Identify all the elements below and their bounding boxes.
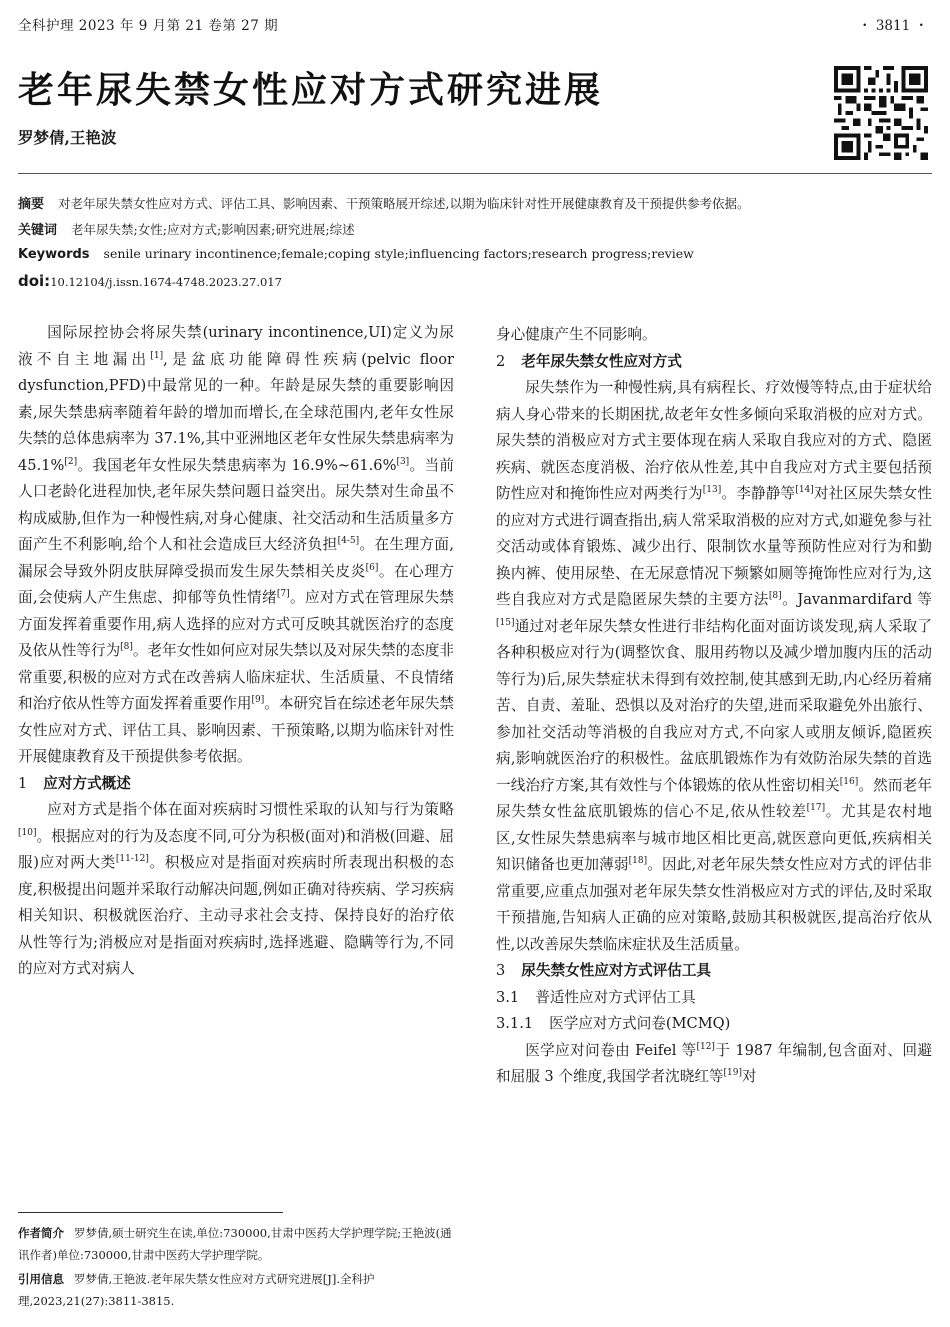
citation-ref: [16] xyxy=(839,776,859,787)
text-run: 。在生理方面,漏尿会导致外阴皮肤屏障受损而发生尿失禁相关皮炎 xyxy=(18,536,454,580)
citation-ref: [1] xyxy=(150,350,164,361)
text-run: 通过对老年尿失禁女性进行非结构化面对面访谈发现,病人采取了各种积极应对行为(调整饮食、服用药物以及减少增加腹内压的活动等行为)后,尿失禁症状未得到有效控制,使其感到无助,内心经历着痛苦、自责、羞耻、恐惧以及对治疗的失望,进而采取避免外出旅行、参加社交活动等消极的自我应对方式,不向家人或朋友倾诉,隐匿疾病,影响就医治疗的积极性。盆底肌锻炼作为有效防治尿失禁的首选一线治疗方案,其有效性与个体锻炼的依从性密切相关 xyxy=(496,617,932,794)
text-run: 。应对方式在管理尿失禁方面发挥着重要作用,病人选择的应对方式可反映其就医治疗的态度及依从性等行为 xyxy=(18,589,454,659)
text-run: 。因此,对老年尿失禁女性应对方式的评估非常重要,应重点加强对老年尿失禁女性消极应对方式的评估,及时采取干预措施,告知病人正确的应对策略,鼓励其积极就医,提高治疗依从性,以改善尿失禁临床症状及生活质量。 xyxy=(496,856,932,953)
citation-ref: [12] xyxy=(696,1041,715,1052)
subsection-3-1-1-paragraph xyxy=(496,1038,932,1091)
section-3-heading xyxy=(496,958,932,985)
citation-note-text: 罗梦倩,王艳波.老年尿失禁女性应对方式研究进展[J].全科护理,2023,21(27):3811-3815. xyxy=(18,1272,375,1308)
text-run: 对社区尿失禁女性的应对方式进行调查指出,病人常采取消极的应对方式,如避免参与社交活动或体育锻炼、减少出行、限制饮水量等预防性应对行为和勤换内裤、使用尿垫、在无尿意情况下频繁如厕等掩饰性应对行为,这些自我应对方式是隐匿尿失禁的主要方法 xyxy=(496,485,932,608)
subsection-3-1-number: 3.1 xyxy=(496,988,520,1006)
subsection-3-1-1-title: 医学应对方式问卷(MCMQ) xyxy=(549,1015,731,1032)
keywords-en-label: Keywords xyxy=(18,247,90,262)
abstract-text: 对老年尿失禁女性应对方式、评估工具、影响因素、干预策略展开综述,以期为临床针对性开展健康教育及干预提供参考依据。 xyxy=(58,196,750,211)
section-1-paragraph xyxy=(18,797,454,983)
text-run: 。老年女性如何应对尿失禁以及对尿失禁的态度非常重要,积极的应对方式在改善病人临床症状、生活质量、不良情绪和治疗依从性等方面发挥着重要作用 xyxy=(18,642,454,712)
text-run: 。李静静等 xyxy=(721,485,796,502)
text-run: 。Javanmardifard 等 xyxy=(781,591,932,608)
citation-ref: [10] xyxy=(18,827,37,838)
article-title: 老年尿失禁女性应对方式研究进展 xyxy=(18,70,604,111)
text-run: 于 1987 年编制,包含面对、回避和屈服 3 个维度,我国学者沈晓红等 xyxy=(496,1041,932,1085)
section-2-heading xyxy=(496,349,932,376)
subsection-3-1-title: 普适性应对方式评估工具 xyxy=(535,988,696,1006)
text-run: 。本研究旨在综述老年尿失禁女性应对方式、评估工具、影响因素、干预策略,以期为临床针对性开展健康教育及干预提供参考依据。 xyxy=(18,695,454,765)
text-run: ,是盆底功能障碍性疾病(pelvic floor dysfunction,PFD)中最常见的一种。年龄是尿失禁的重要影响因素,尿失禁患病率随着年龄的增加而增长,在全球范围内,老年女性尿失禁的总体患病率为 37.1%,其中亚洲地区老年女性尿失禁患病率为 45.1% xyxy=(18,350,454,474)
keywords-cn-label: 关键词 xyxy=(18,223,58,238)
keywords-cn xyxy=(18,219,932,238)
left-column xyxy=(18,320,454,983)
doi xyxy=(18,272,932,290)
keywords-en xyxy=(18,246,932,262)
qr-code-icon xyxy=(834,66,928,160)
citation-ref: [13] xyxy=(702,485,722,495)
text-run: 。尤其是农村地区,女性尿失禁患病率与城市地区相比更高,就医意向更低,疾病相关知识储备也更加薄弱 xyxy=(496,803,932,873)
citation-note-label: 引用信息 xyxy=(18,1272,64,1286)
header-rule xyxy=(18,173,932,174)
text-run: 医学应对问卷由 Feifel 等 xyxy=(525,1041,697,1059)
subsection-3-1-heading xyxy=(496,985,932,1012)
text-run: 应对方式是指个体在面对疾病时习惯性采取的认知与行为策略 xyxy=(47,801,454,818)
text-run: 。然而老年尿失禁女性盆底肌锻炼的信心不足,依从性较差 xyxy=(496,776,932,820)
keywords-cn-text: 老年尿失禁;女性;应对方式;影响因素;研究进展;综述 xyxy=(71,222,355,237)
author-note-label: 作者简介 xyxy=(18,1226,64,1240)
section-1-heading xyxy=(18,771,454,798)
citation-ref: [2] xyxy=(64,456,78,467)
subsection-3-1-1-heading xyxy=(496,1011,932,1038)
author-note xyxy=(18,1222,458,1266)
section-2-paragraph xyxy=(496,375,932,958)
right-column xyxy=(496,322,932,1091)
citation-ref: [15] xyxy=(496,617,515,628)
citation-ref: [18] xyxy=(628,856,648,866)
citation-ref: [3] xyxy=(396,456,410,467)
section-2-number: 2 xyxy=(496,352,506,370)
abstract xyxy=(18,193,932,212)
section-3-number: 3 xyxy=(496,962,506,979)
citation-note xyxy=(18,1268,458,1312)
section-1-title: 应对方式概述 xyxy=(43,774,131,792)
text-run: 国际尿控协会将尿失禁(urinary incontinence,UI)定义为尿液不自主地漏出 xyxy=(18,324,454,368)
subsection-3-1-1-number: 3.1.1 xyxy=(496,1015,534,1032)
citation-ref: [7] xyxy=(276,589,290,599)
footnote-rule xyxy=(18,1212,283,1213)
page-number: ・ 3811 ・ xyxy=(858,18,928,34)
intro-paragraph xyxy=(18,320,454,771)
abstract-label: 摘要 xyxy=(18,197,45,212)
citation-ref: [8] xyxy=(120,642,133,652)
text-run: 。我国老年女性尿失禁患病率为 16.9%~61.6% xyxy=(77,456,397,474)
journal-issue-header: 全科护理 2023 年 9 月第 21 卷第 27 期 xyxy=(18,18,279,34)
text-run: 。根据应对的行为及态度不同,可分为积极(面对)和消极(回避、屈服)应对两大类 xyxy=(18,827,454,871)
citation-ref: [17] xyxy=(806,803,826,813)
citation-ref: [8] xyxy=(768,591,782,601)
citation-ref: [11-12] xyxy=(115,854,149,864)
citation-ref: [9] xyxy=(251,695,265,705)
section-3-title: 尿失禁女性应对方式评估工具 xyxy=(521,962,712,979)
text-run: 。在心理方面,会使病人产生焦虑、抑郁等负性情绪 xyxy=(18,562,454,606)
text-run: 尿失禁作为一种慢性病,具有病程长、疗效慢等特点,由于症状给病人身心带来的长期困扰,故老年女性多倾向采取消极的应对方式。尿失禁的消极应对方式主要体现在病人采取自我应对的方式、隐匿疾病、就医态度消极、治疗依从性差,其中自我应对方式主要包括预防性应对和掩饰性应对两类行为 xyxy=(496,379,932,502)
citation-ref: [4-5] xyxy=(337,536,360,546)
continuation-text: 身心健康产生不同影响。 xyxy=(496,326,657,343)
text-run: 对 xyxy=(742,1068,757,1085)
citation-ref: [14] xyxy=(795,485,814,495)
author-note-text: 罗梦倩,硕士研究生在读,单位:730000,甘肃中医药大学护理学院;王艳波(通讯作者)单位:730000,甘肃中医药大学护理学院。 xyxy=(18,1226,452,1262)
keywords-en-text: senile urinary incontinence;female;coping style;influencing factors;research progress;review xyxy=(103,246,694,261)
doi-label: doi: xyxy=(18,272,51,290)
doi-link[interactable]: 10.12104/j.issn.1674-4748.2023.27.017 xyxy=(50,275,282,289)
text-run: 。积极应对是指面对疾病时所表现出积极的态度,积极提出问题并采取行动解决问题,例如正确对待疾病、学习疾病相关知识、积极就医治疗、主动寻求社会支持、保持良好的治疗依从性等行为;消极应对是指面对疾病时,选择逃避、隐瞒等行为,不同的应对方式对病人 xyxy=(18,854,454,977)
section-1-number: 1 xyxy=(18,774,28,792)
text-run: 。当前人口老龄化进程加快,老年尿失禁问题日益突出。尿失禁对生命虽不构成威胁,但作为一种慢性病,对身心健康、社交活动和生活质量多方面产生不利影响,给个人和社会造成巨大经济负担 xyxy=(18,456,454,553)
citation-ref: [6] xyxy=(365,562,379,573)
section-2-title: 老年尿失禁女性应对方式 xyxy=(521,352,682,370)
citation-ref: [19] xyxy=(723,1068,742,1078)
authors: 罗梦倩,王艳波 xyxy=(18,128,117,147)
